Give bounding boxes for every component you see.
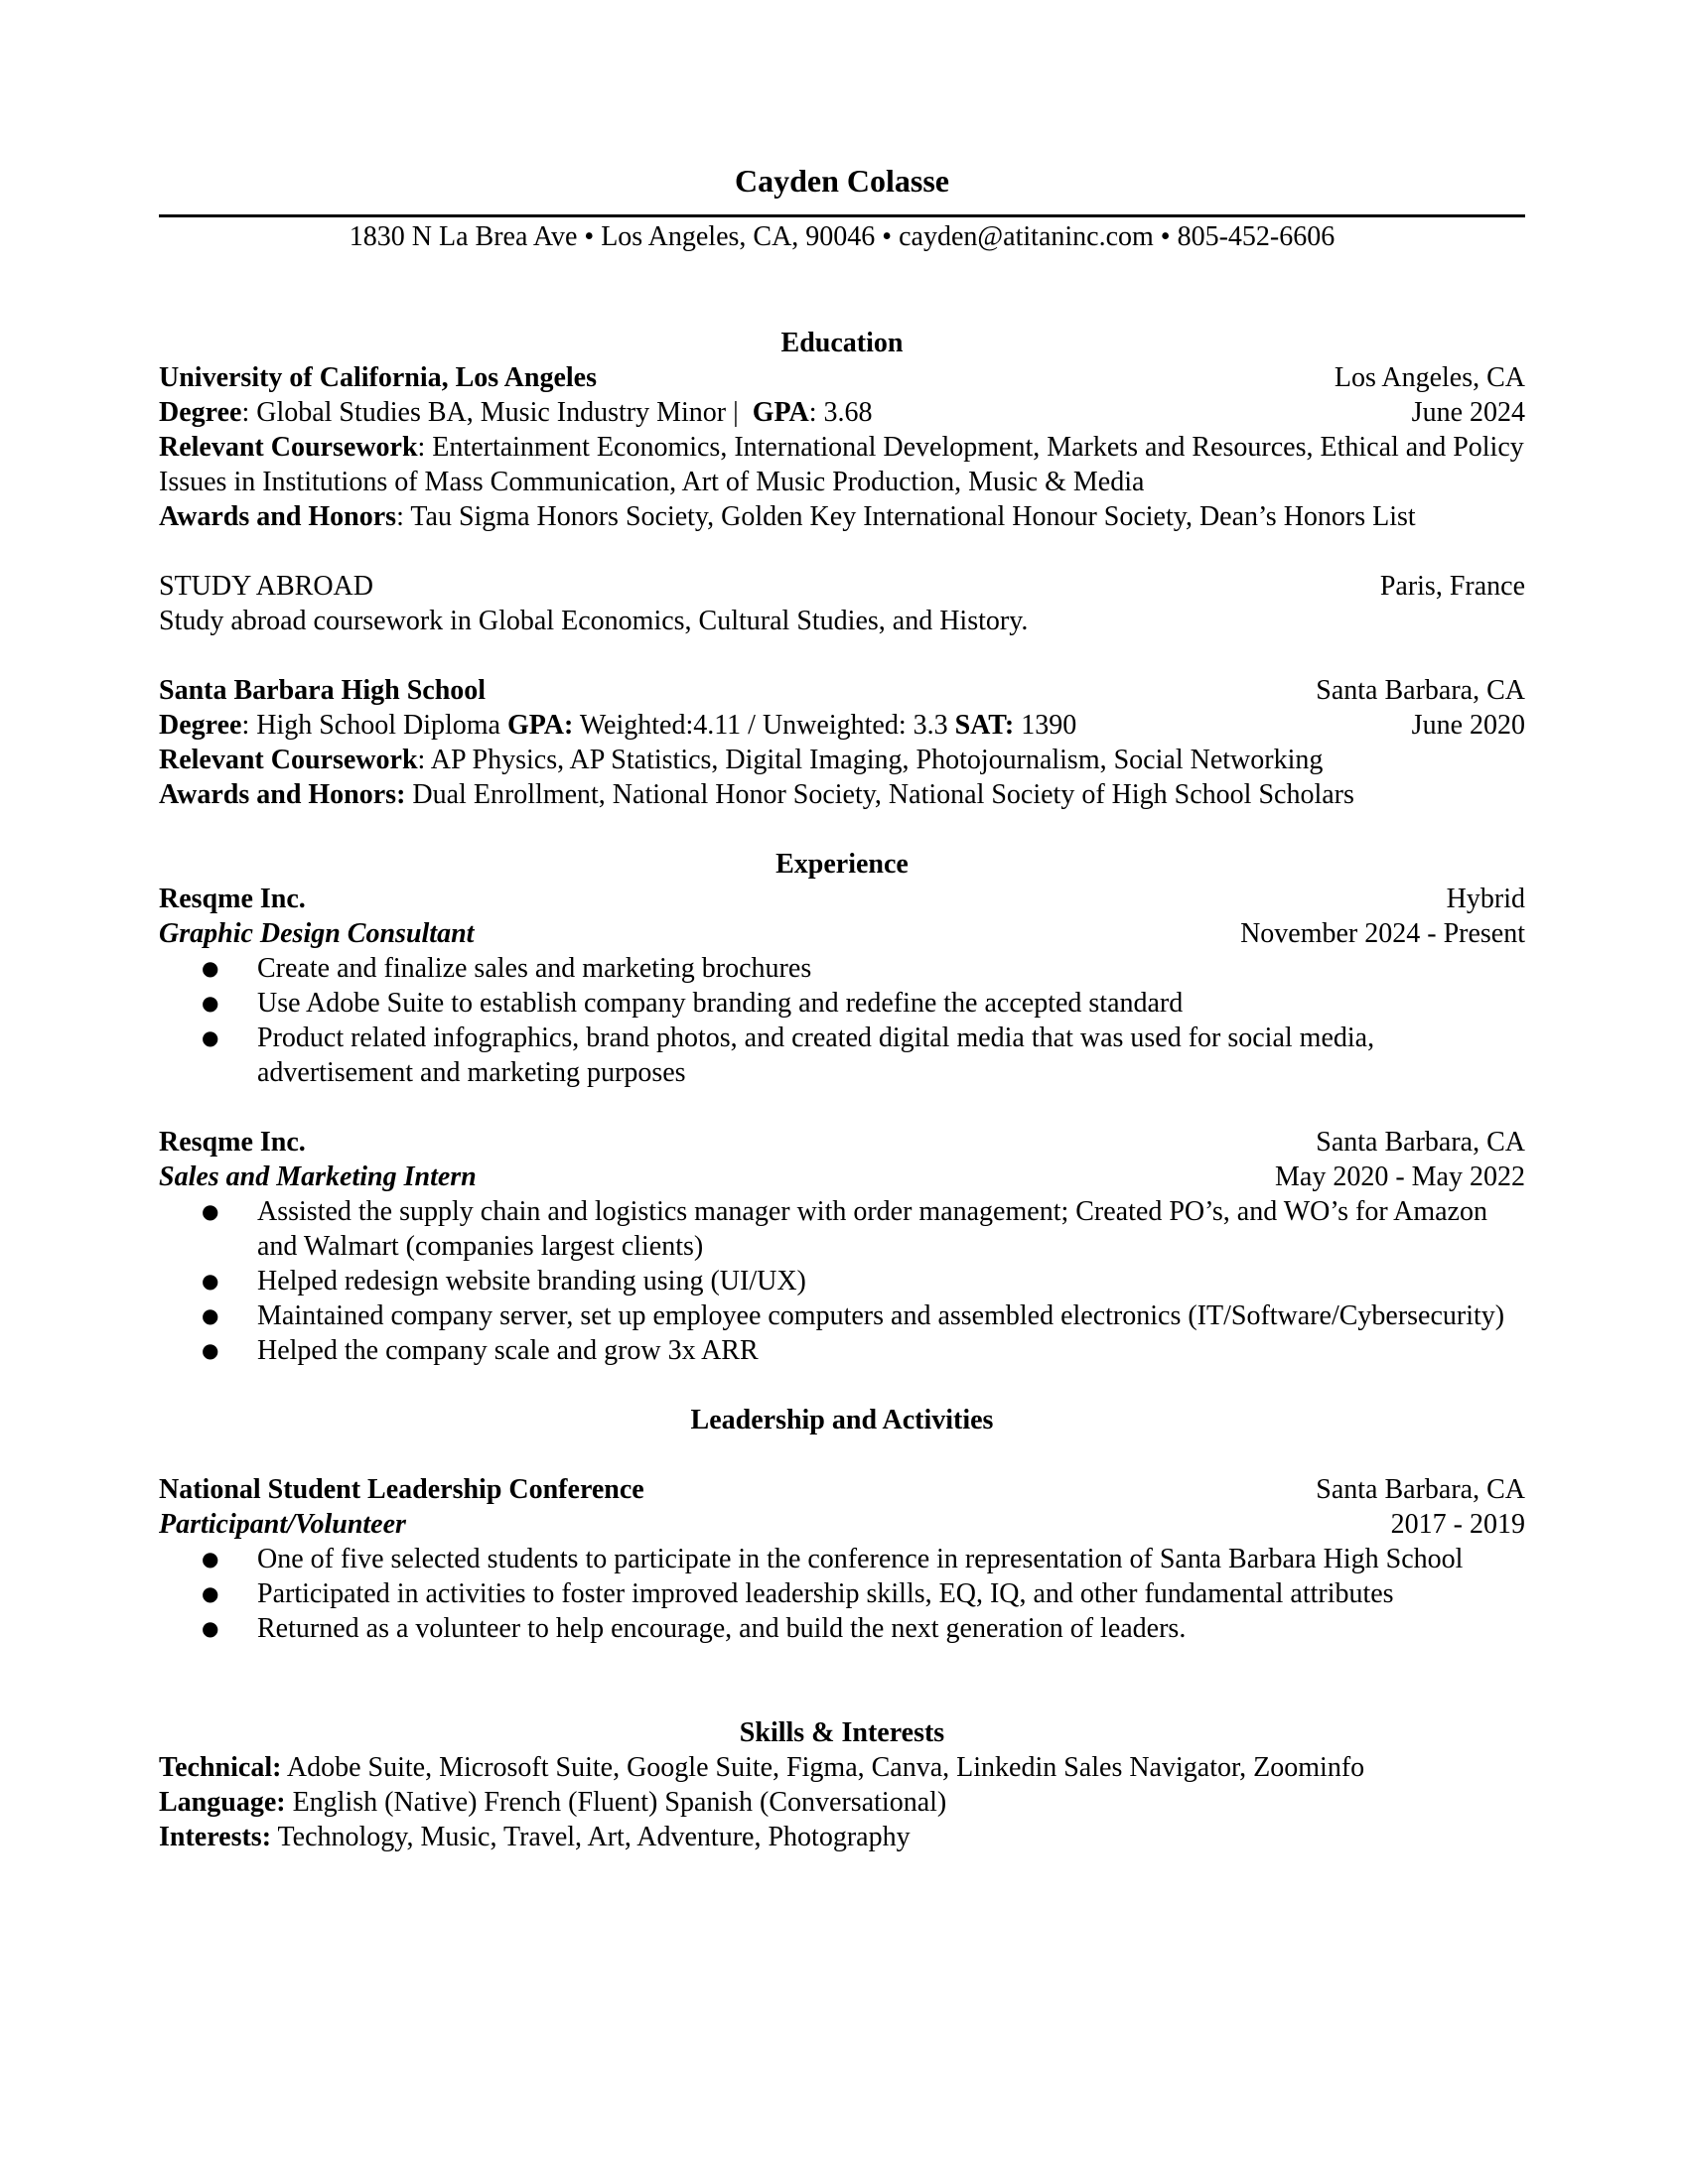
experience-heading: Experience xyxy=(775,849,909,880)
skills-technical: Technical: Adobe Suite, Microsoft Suite, Google Suite, Figma, Canva, Linkedin Sales Navigator, Zoominfo xyxy=(159,1752,1365,1783)
skills-language: Language: English (Native) French (Fluent) Spanish (Conversational) xyxy=(159,1787,947,1818)
list-item: ● Assisted the supply chain and logistics manager with order management; Created PO’s, and WO’s for Amazon and Walmart (companies largest clients) xyxy=(257,1194,1525,1264)
list-item: ● Create and finalize sales and marketing brochures xyxy=(257,951,1525,986)
leadership-bullets xyxy=(159,1542,1525,1646)
job-1-role-row xyxy=(159,916,1525,951)
sbhs-degree: Degree: High School Diploma GPA: Weighted:4.11 / Unweighted: 3.3 SAT: 1390 xyxy=(159,710,1077,741)
job-2-role-row xyxy=(159,1160,1525,1194)
candidate-name: Cayden Colasse xyxy=(734,163,949,199)
job-1 xyxy=(159,882,1525,1090)
list-item: ● Use Adobe Suite to establish company branding and redefine the accepted standard xyxy=(257,986,1525,1021)
leadership-org: National Student Leadership Conference xyxy=(159,1474,644,1505)
job-1-dates: November 2024 - Present xyxy=(1240,918,1525,949)
sbhs-school: Santa Barbara High School xyxy=(159,675,487,706)
job-2-header-row xyxy=(159,1125,1525,1160)
leadership-role: Participant/Volunteer xyxy=(159,1509,406,1540)
skills-interests: Interests: Technology, Music, Travel, Art, Adventure, Photography xyxy=(159,1822,911,1852)
sbhs-date: June 2020 xyxy=(1411,710,1525,741)
job-1-company: Resqme Inc. xyxy=(159,884,306,914)
contact-line: 1830 N La Brea Ave • Los Angeles, CA, 90046 • cayden@atitaninc.com • 805-452-6606 xyxy=(349,221,1336,252)
ucla-degree: Degree: Global Studies BA, Music Industry Minor | GPA: 3.68 xyxy=(159,397,873,428)
leadership-role-row xyxy=(159,1507,1525,1542)
leadership-heading: Leadership and Activities xyxy=(690,1405,994,1435)
resume-page xyxy=(159,149,1525,1854)
leadership-location: Santa Barbara, CA xyxy=(1316,1474,1525,1505)
job-2-dates: May 2020 - May 2022 xyxy=(1275,1161,1525,1192)
leadership-entry xyxy=(159,1472,1525,1646)
sbhs-awards: Awards and Honors: Dual Enrollment, National Honor Society, National Society of High School Scholars xyxy=(159,779,1354,810)
job-2-company: Resqme Inc. xyxy=(159,1127,306,1158)
list-item: ● One of five selected students to participate in the conference in representation of Santa Barbara High School xyxy=(257,1542,1525,1576)
ucla-date: June 2024 xyxy=(1411,397,1525,428)
leadership-header-row xyxy=(159,1472,1525,1507)
abroad-desc: Study abroad coursework in Global Economics, Cultural Studies, and History. xyxy=(159,606,1029,636)
list-item: ● Returned as a volunteer to help encourage, and build the next generation of leaders. xyxy=(257,1611,1525,1646)
leadership-dates: 2017 - 2019 xyxy=(1390,1509,1525,1540)
list-item: ● Product related infographics, brand photos, and created digital media that was used for social media, advertisement and marketing purposes xyxy=(257,1021,1525,1090)
ucla-awards: Awards and Honors: Tau Sigma Honors Society, Golden Key International Honour Society, Dean’s Honors List xyxy=(159,501,1416,532)
job-1-header-row xyxy=(159,882,1525,916)
job-2 xyxy=(159,1125,1525,1368)
sbhs-coursework: Relevant Coursework: AP Physics, AP Statistics, Digital Imaging, Photojournalism, Social Networking xyxy=(159,745,1324,775)
abroad-header-row xyxy=(159,569,1525,604)
skills-heading: Skills & Interests xyxy=(739,1717,945,1748)
abroad-location: Paris, France xyxy=(1379,571,1525,602)
ucla-degree-row xyxy=(159,395,1525,430)
job-2-role: Sales and Marketing Intern xyxy=(159,1161,477,1192)
ucla-school: University of California, Los Angeles xyxy=(159,362,597,393)
sbhs-header-row xyxy=(159,673,1525,708)
sbhs-degree-row xyxy=(159,708,1525,743)
job-1-role: Graphic Design Consultant xyxy=(159,918,475,949)
job-2-location: Santa Barbara, CA xyxy=(1316,1127,1525,1158)
job-2-bullets xyxy=(159,1194,1525,1368)
list-item: ● Helped the company scale and grow 3x ARR xyxy=(257,1333,1525,1368)
job-1-location: Hybrid xyxy=(1446,884,1525,914)
abroad-title: STUDY ABROAD xyxy=(159,571,373,602)
job-1-bullets xyxy=(159,951,1525,1090)
ucla-coursework: Relevant Coursework: Entertainment Economics, International Development, Markets and Resources, Ethical and Policy Issues in Institutions of Mass Communication, Art of Music Production, Music & Media xyxy=(159,432,1524,497)
list-item: ● Participated in activities to foster improved leadership skills, EQ, IQ, and other fundamental attributes xyxy=(257,1576,1525,1611)
list-item: ● Maintained company server, set up employee computers and assembled electronics (IT/Software/Cybersecurity) xyxy=(257,1298,1525,1333)
education-heading: Education xyxy=(780,328,904,358)
header-divider xyxy=(159,214,1525,217)
ucla-location: Los Angeles, CA xyxy=(1334,362,1525,393)
sbhs-location: Santa Barbara, CA xyxy=(1316,675,1525,706)
list-item: ● Helped redesign website branding using (UI/UX) xyxy=(257,1264,1525,1298)
ucla-header-row xyxy=(159,360,1525,395)
